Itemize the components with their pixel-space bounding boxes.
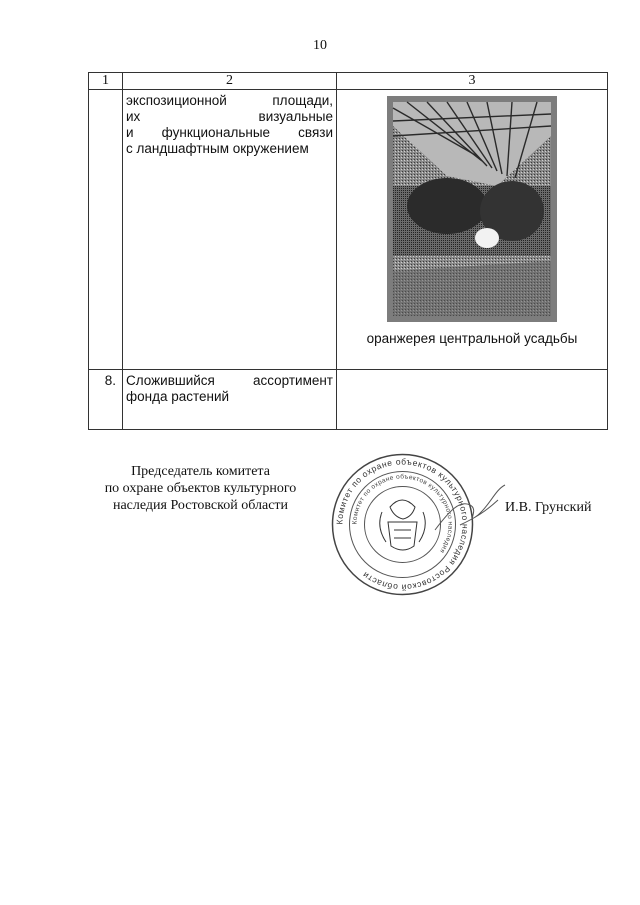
- svg-text:Комитет по охране объектов кул: Комитет по охране объектов культурного наследия: [351, 473, 454, 555]
- heritage-table: [88, 72, 608, 430]
- photo-caption: оранжерея центральной усадьбы: [366, 331, 578, 346]
- position-line: Председатель комитета: [131, 464, 270, 479]
- header-col-3: 3: [337, 73, 608, 90]
- position-line: наследия Ростовской области: [112, 498, 289, 513]
- description-line: экспозиционной площади,: [126, 93, 333, 108]
- description-line: Сложившийся ассортимент: [126, 373, 333, 388]
- row-photo-cell: [337, 90, 608, 370]
- signer-name: И.В. Грунский: [505, 500, 592, 515]
- greenhouse-photo: [387, 96, 557, 322]
- row-description: [123, 370, 337, 430]
- signer-position: [88, 463, 313, 514]
- row-photo-cell: [337, 370, 608, 430]
- row-number: 8.: [89, 370, 123, 430]
- row-description: [123, 90, 337, 370]
- row-number: [89, 90, 123, 370]
- description-line: фонда растений: [126, 389, 230, 404]
- svg-text:Комитет по охране объектов кул: Комитет по охране объектов культурного наследия Ростовской области: [334, 456, 471, 593]
- description-line: их визуальные: [126, 109, 333, 124]
- table-row: [89, 90, 608, 370]
- header-col-2: 2: [123, 73, 337, 90]
- position-line: по охране объектов культурного: [104, 481, 297, 496]
- description-line: с ландшафтным окружением: [126, 141, 309, 156]
- header-col-1: 1: [89, 73, 123, 90]
- description-line: и функциональные связи: [126, 125, 333, 140]
- table-header-row: [89, 73, 608, 90]
- page-number: 10: [313, 38, 327, 53]
- table-row: [89, 370, 608, 430]
- handwritten-signature: [430, 470, 510, 550]
